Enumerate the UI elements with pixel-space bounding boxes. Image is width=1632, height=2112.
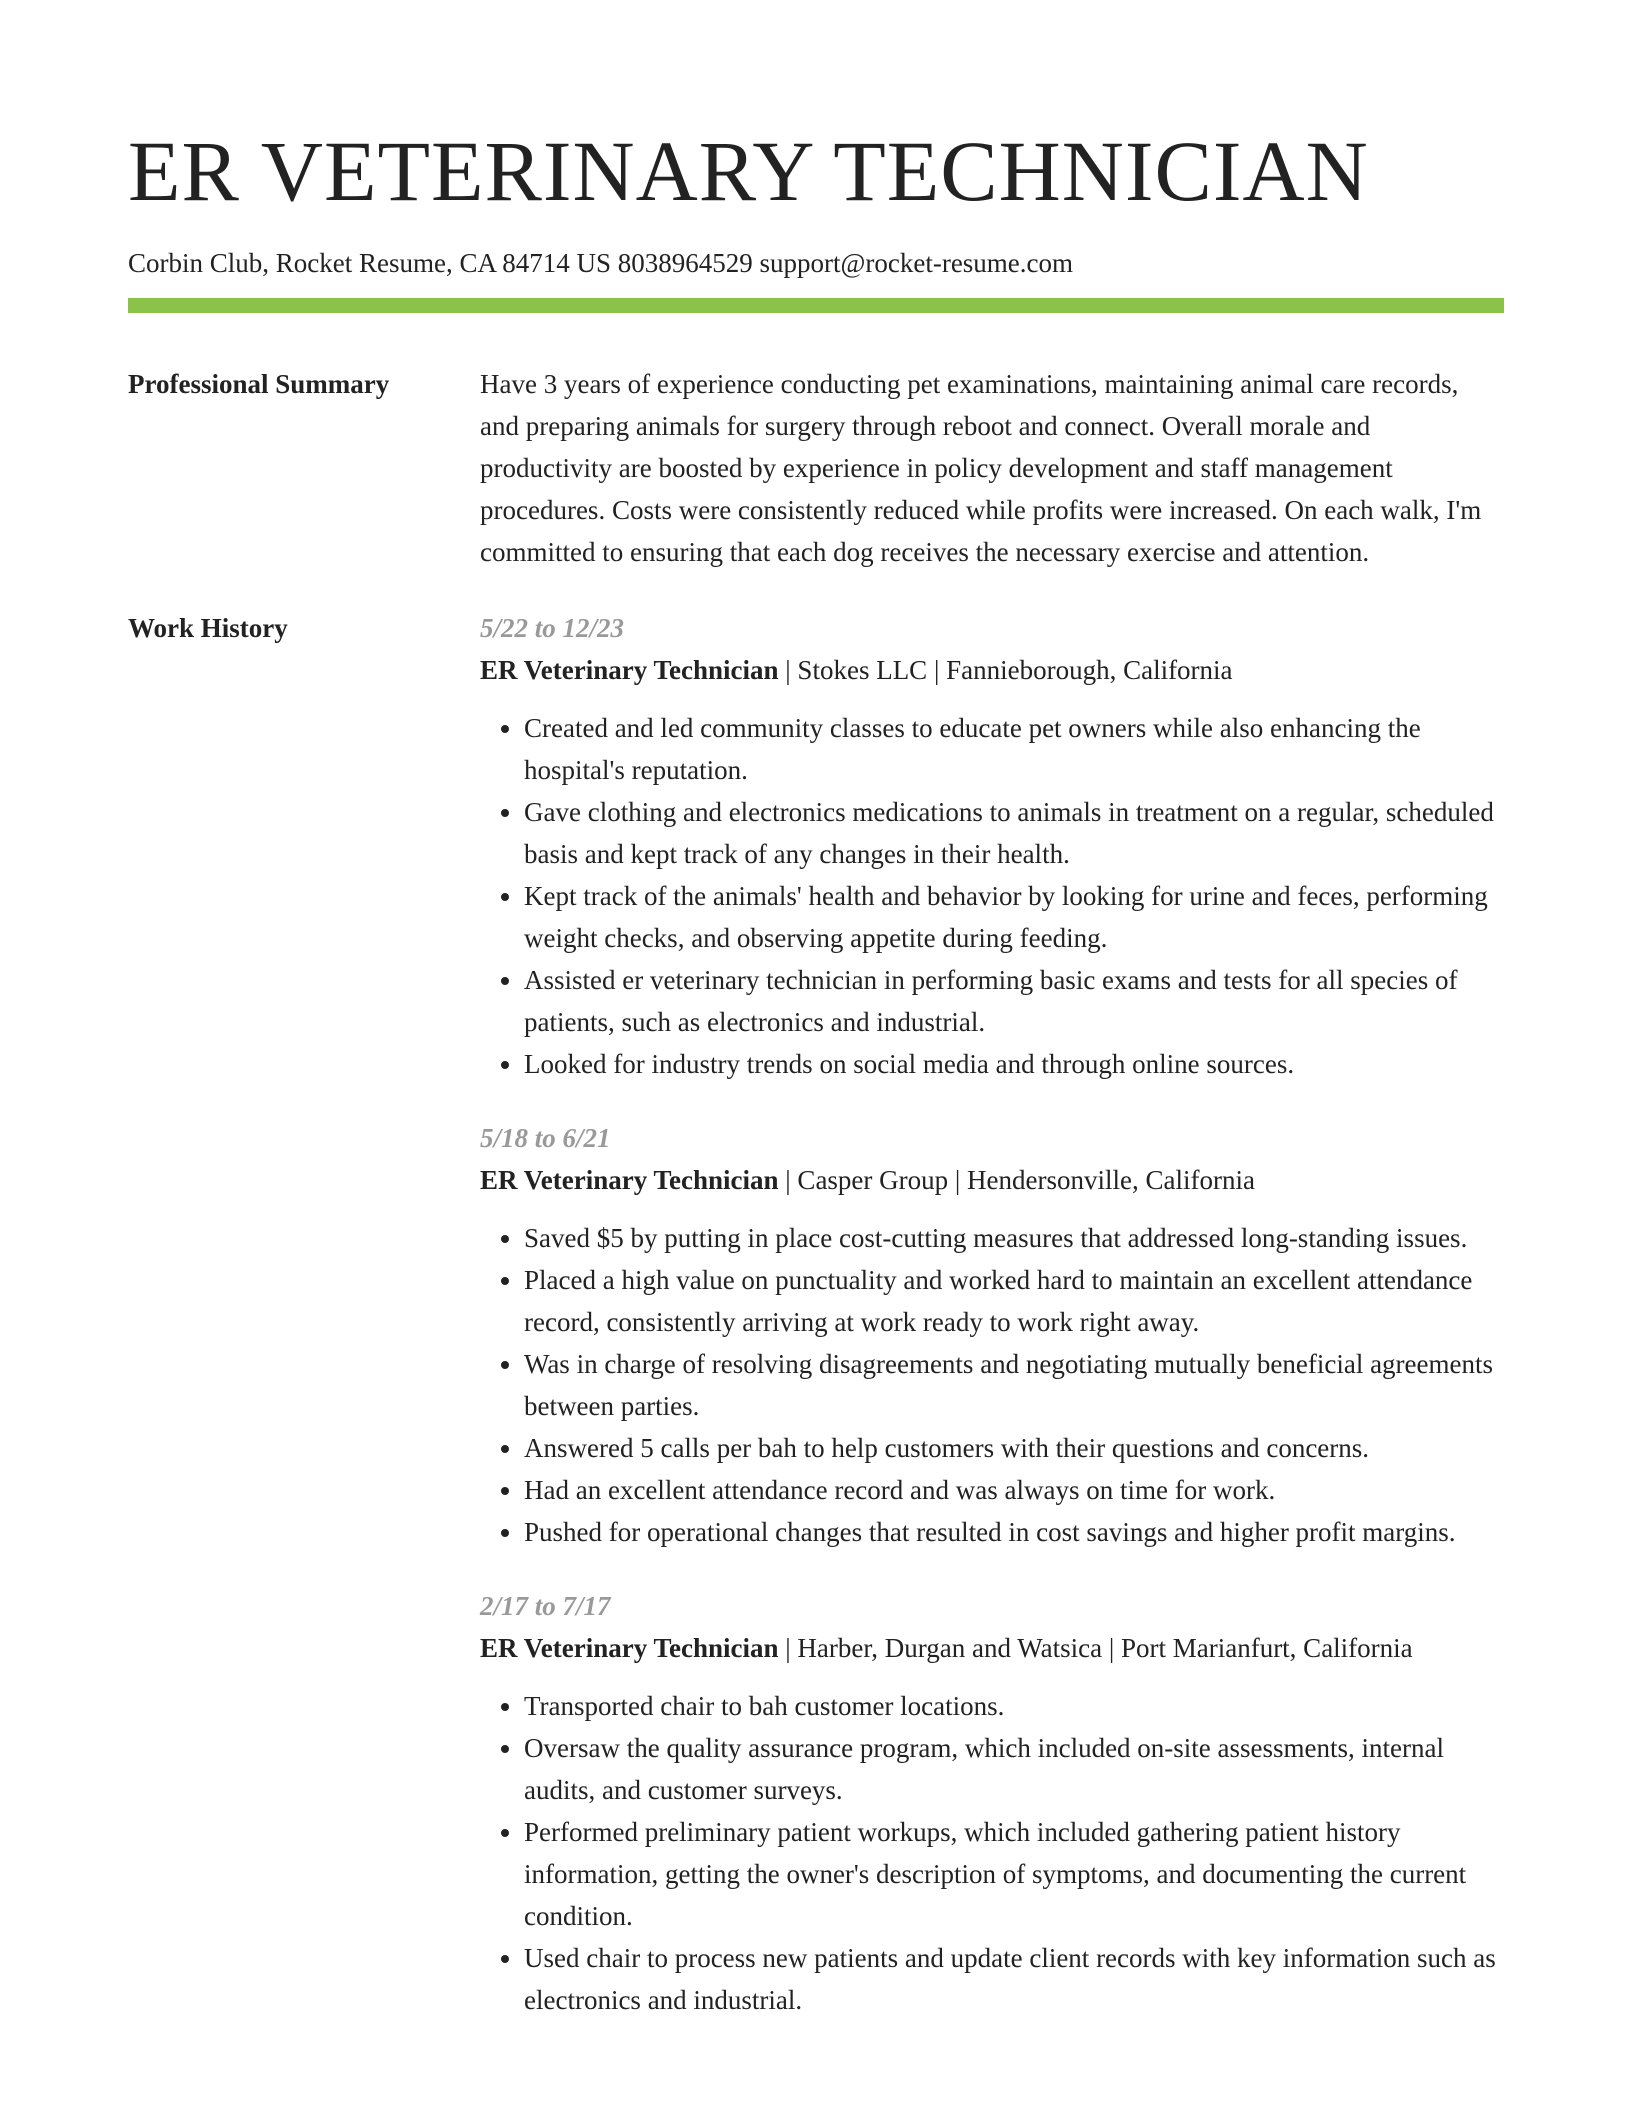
job-bullet: • Transported chair to bah customer locations. (524, 1685, 1504, 1727)
job-bullet: • Created and led community classes to educate pet owners while also enhancing the hospital's reputation. (524, 707, 1504, 791)
work-history-label: Work History (128, 613, 288, 643)
job-bullet: • Used chair to process new patients and update client records with key information such as electronics and industrial. (524, 1937, 1504, 2021)
contact-line: Corbin Club, Rocket Resume, CA 84714 US 8038964529 support@rocket-resume.com (128, 248, 1074, 278)
job-title: ER Veterinary Technician (480, 1165, 779, 1195)
resume-title: ER VETERINARY TECHNICIAN (128, 123, 1369, 219)
job-employer-location: | Stokes LLC | Fannieborough, California (778, 655, 1233, 685)
job-bullet: • Pushed for operational changes that resulted in cost savings and higher profit margins. (524, 1511, 1504, 1553)
job-bullet: • Placed a high value on punctuality and worked hard to maintain an excellent attendance record, consistently arriving at work ready to work right away. (524, 1259, 1504, 1343)
job-entry (480, 1585, 1504, 2021)
job-entry (480, 1117, 1504, 1553)
job-heading (480, 1627, 1504, 1669)
job-dates: 5/18 to 6/21 (480, 1123, 611, 1153)
job-bullets (480, 1217, 1504, 1553)
work-history-body (480, 607, 1504, 2021)
summary-label: Professional Summary (128, 369, 390, 399)
job-bullet: • Assisted er veterinary technician in performing basic exams and tests for all species of patients, such as electronics and industrial. (524, 959, 1504, 1043)
job-bullet: • Saved $5 by putting in place cost-cutting measures that addressed long-standing issues. (524, 1217, 1504, 1259)
job-dates: 2/17 to 7/17 (480, 1591, 611, 1621)
job-bullets (480, 707, 1504, 1085)
job-heading (480, 1159, 1504, 1201)
header-divider (128, 298, 1504, 313)
job-entry (480, 607, 1504, 1085)
job-bullet: • Performed preliminary patient workups, which included gathering patient history information, getting the owner's description of symptoms, and documenting the current condition. (524, 1811, 1504, 1937)
job-bullet: • Looked for industry trends on social media and through online sources. (524, 1043, 1504, 1085)
work-history-section (128, 607, 1504, 2021)
job-bullet: • Kept track of the animals' health and behavior by looking for urine and feces, performing weight checks, and observing appetite during feeding. (524, 875, 1504, 959)
job-bullets (480, 1685, 1504, 2021)
job-title: ER Veterinary Technician (480, 655, 779, 685)
job-employer-location: | Casper Group | Hendersonville, California (778, 1165, 1255, 1195)
job-bullet: • Answered 5 calls per bah to help customers with their questions and concerns. (524, 1427, 1504, 1469)
summary-section (128, 363, 1504, 573)
summary-body (480, 363, 1504, 573)
job-bullet: • Was in charge of resolving disagreements and negotiating mutually beneficial agreements between parties. (524, 1343, 1504, 1427)
job-dates: 5/22 to 12/23 (480, 613, 625, 643)
resume-page (128, 0, 1504, 2021)
job-bullet: • Oversaw the quality assurance program, which included on-site assessments, internal audits, and customer surveys. (524, 1727, 1504, 1811)
job-employer-location: | Harber, Durgan and Watsica | Port Marianfurt, California (778, 1633, 1413, 1663)
job-bullet: • Gave clothing and electronics medications to animals in treatment on a regular, scheduled basis and kept track of any changes in their health. (524, 791, 1504, 875)
job-heading (480, 649, 1504, 691)
summary-text: Have 3 years of experience conducting pet examinations, maintaining animal care records, and preparing animals for surgery through reboot and connect. Overall morale and productivity are boosted by experience in policy development and staff management procedures. Costs were consistently reduced while profits were increased. On each walk, I'm committed to ensuring that each dog receives the necessary exercise and attention. (480, 369, 1482, 567)
job-bullet: • Had an excellent attendance record and was always on time for work. (524, 1469, 1504, 1511)
job-title: ER Veterinary Technician (480, 1633, 779, 1663)
